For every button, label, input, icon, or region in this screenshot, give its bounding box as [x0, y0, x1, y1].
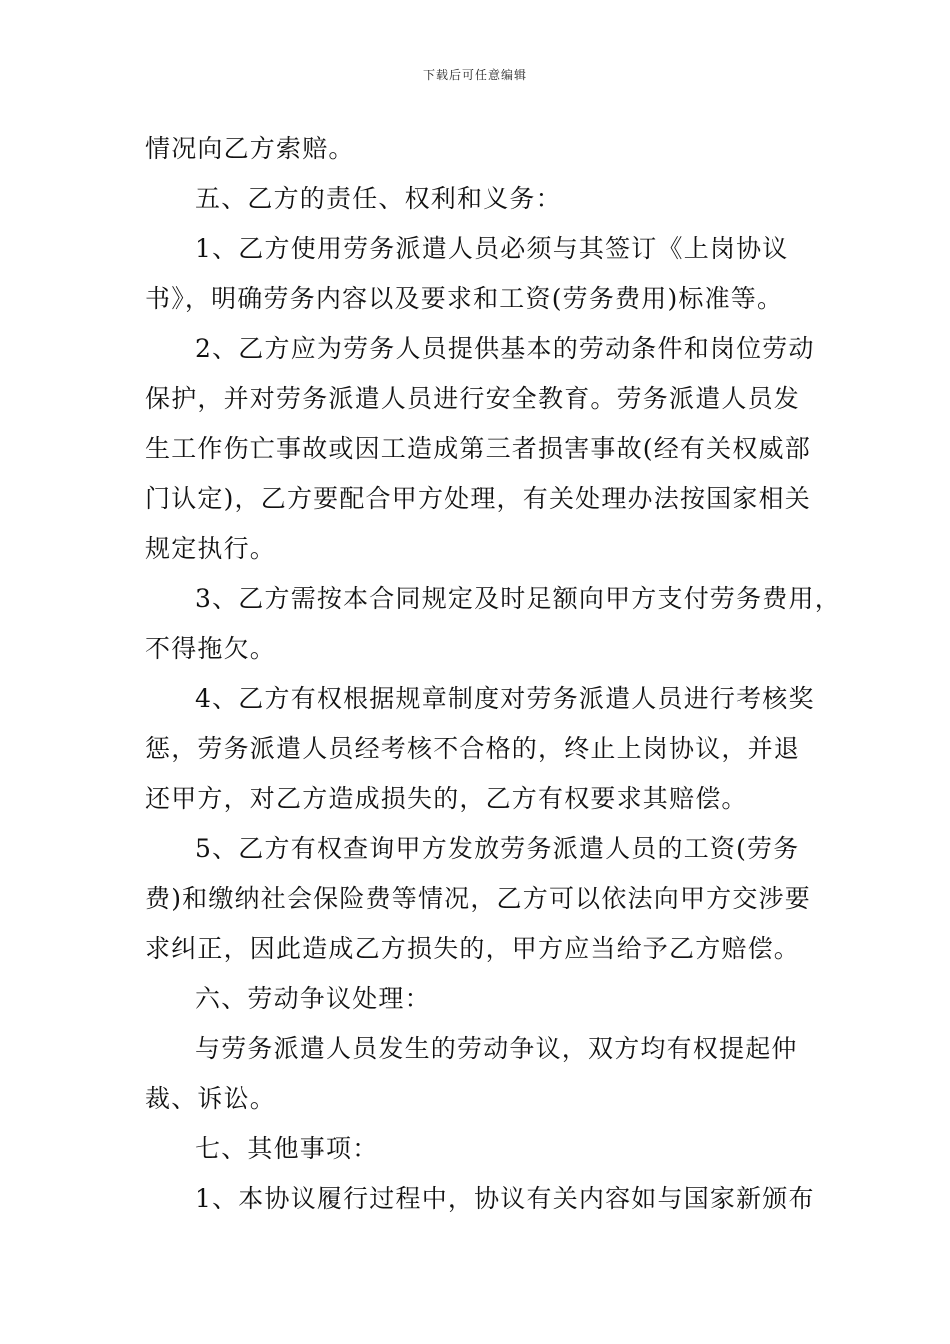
section-heading: 六、劳动争议处理：	[195, 984, 431, 1013]
paragraph-line: 书》，明确劳务内容以及要求和工资(劳务费用)标准等。	[145, 284, 784, 313]
section-heading: 七、其他事项：	[195, 1134, 379, 1163]
paragraph-line: 4、乙方有权根据规章制度对劳务派遣人员进行考核奖	[195, 684, 815, 713]
paragraph-line: 1、本协议履行过程中，协议有关内容如与国家新颁布	[195, 1184, 815, 1213]
paragraph-line: 门认定)，乙方要配合甲方处理，有关处理办法按国家相关	[145, 484, 811, 513]
paragraph-line: 3、乙方需按本合同规定及时足额向甲方支付劳务费用，	[195, 584, 841, 613]
paragraph-line: 裁、诉讼。	[145, 1084, 277, 1113]
paragraph-line: 与劳务派遣人员发生的劳动争议，双方均有权提起仲	[195, 1034, 798, 1063]
paragraph-line: 费)和缴纳社会保险费等情况，乙方可以依法向甲方交涉要	[145, 884, 811, 913]
paragraph-line: 求纠正，因此造成乙方损失的，甲方应当给予乙方赔偿。	[145, 934, 801, 963]
paragraph-line: 保护，并对劳务派遣人员进行安全教育。劳务派遣人员发	[145, 384, 801, 413]
paragraph-line: 还甲方，对乙方造成损失的，乙方有权要求其赔偿。	[145, 784, 748, 813]
paragraph-line: 惩，劳务派遣人员经考核不合格的，终止上岗协议，并退	[145, 734, 801, 763]
header-note: 下载后可任意编辑	[422, 68, 527, 82]
paragraph-line: 生工作伤亡事故或因工造成第三者损害事故(经有关权威部	[145, 434, 811, 463]
paragraph-line: 5、乙方有权查询甲方发放劳务派遣人员的工资(劳务	[195, 834, 800, 863]
paragraph-line: 规定执行。	[145, 534, 277, 563]
paragraph-line: 不得拖欠。	[145, 634, 277, 663]
paragraph-line: 2、乙方应为劳务人员提供基本的劳动条件和岗位劳动	[195, 334, 815, 363]
paragraph-line: 情况向乙方索赔。	[145, 134, 355, 163]
paragraph-line: 1、乙方使用劳务派遣人员必须与其签订《上岗协议	[195, 234, 789, 263]
section-heading: 五、乙方的责任、权利和义务：	[195, 184, 562, 213]
